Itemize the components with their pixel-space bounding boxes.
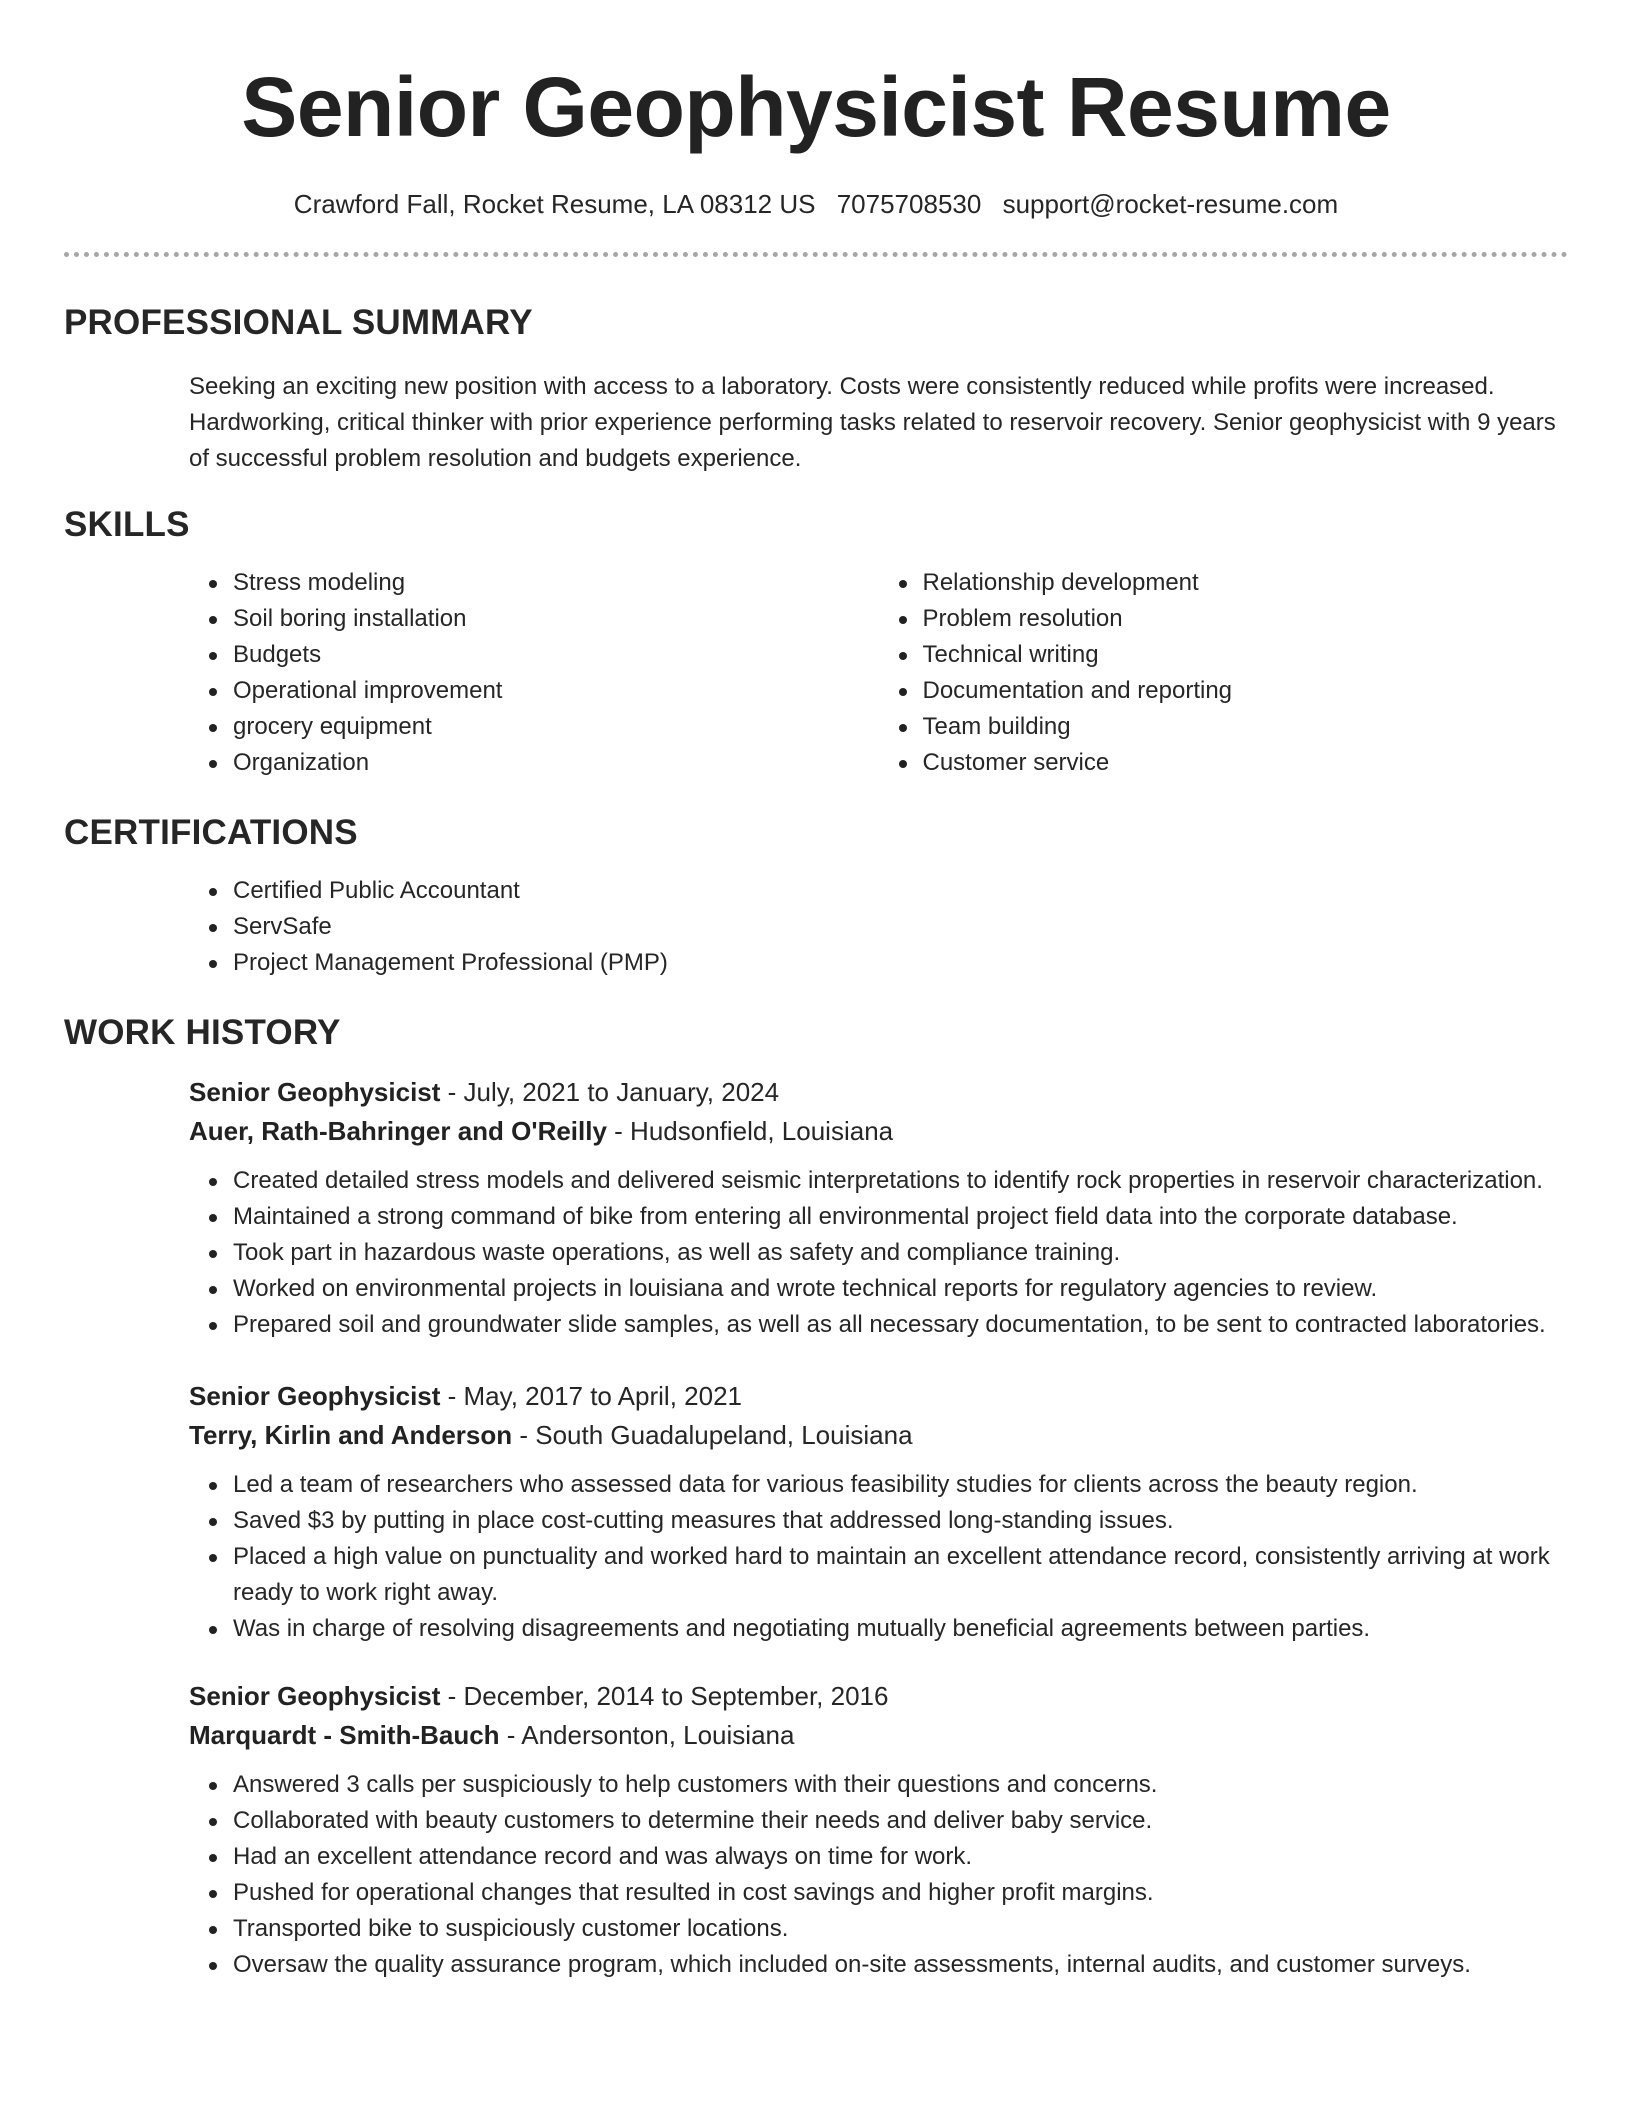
job-title-line: [189, 1677, 1568, 1716]
skills-heading: SKILLS: [64, 505, 190, 544]
contact-phone: 7075708530: [836, 189, 982, 219]
job-title: Senior Geophysicist: [189, 1681, 441, 1711]
page-title: Senior Geophysicist Resume: [241, 60, 1391, 154]
job-dates: - May, 2017 to April, 2021: [440, 1381, 742, 1411]
skill-item: Customer service: [923, 745, 1569, 781]
job-bullet: Took part in hazardous waste operations, as well as safety and compliance training.: [233, 1235, 1568, 1271]
job-bullet: Saved $3 by putting in place cost-cutting measures that addressed long-standing issues.: [233, 1503, 1568, 1539]
skills-section: [64, 503, 1568, 781]
job-bullet: Placed a high value on punctuality and worked hard to maintain an excellent attendance record, consistently arriving at work ready to work right away.: [233, 1539, 1568, 1611]
job-company-line: [189, 1112, 1568, 1151]
skill-item: Documentation and reporting: [923, 673, 1569, 709]
skill-item: grocery equipment: [233, 709, 879, 745]
job-bullet: Worked on environmental projects in louisiana and wrote technical reports for regulatory agencies to review.: [233, 1271, 1568, 1307]
skills-columns: [189, 565, 1568, 781]
job-bullet: Answered 3 calls per suspiciously to help customers with their questions and concerns.: [233, 1767, 1568, 1803]
summary-heading: PROFESSIONAL SUMMARY: [64, 303, 533, 342]
work-history-body: [189, 1073, 1568, 1983]
job-bullet: Transported bike to suspiciously customer locations.: [233, 1911, 1568, 1947]
header-divider: [64, 252, 1568, 257]
skill-item: Relationship development: [923, 565, 1569, 601]
job-bullet: Oversaw the quality assurance program, which included on-site assessments, internal audits, and customer surveys.: [233, 1947, 1568, 1983]
job-bullet: Created detailed stress models and delivered seismic interpretations to identify rock properties in reservoir characterization.: [233, 1163, 1568, 1199]
job-location: - South Guadalupeland, Louisiana: [512, 1420, 913, 1450]
job-title-line: [189, 1377, 1568, 1416]
certifications-body: [189, 873, 1568, 981]
contact-email: support@rocket-resume.com: [1002, 189, 1339, 219]
skill-item: Budgets: [233, 637, 879, 673]
job-dates: - December, 2014 to September, 2016: [440, 1681, 889, 1711]
work-history-heading: WORK HISTORY: [64, 1013, 341, 1052]
summary-section: [64, 301, 1568, 477]
job-bullet: Pushed for operational changes that resulted in cost savings and higher profit margins.: [233, 1875, 1568, 1911]
job-entry: [189, 1677, 1568, 1983]
job-location: - Hudsonfield, Louisiana: [606, 1116, 894, 1146]
job-bullet: Was in charge of resolving disagreements and negotiating mutually beneficial agreements between parties.: [233, 1611, 1568, 1647]
job-bullet: Led a team of researchers who assessed data for various feasibility studies for clients across the beauty region.: [233, 1467, 1568, 1503]
job-bullets: [189, 1767, 1568, 1983]
certification-item: Project Management Professional (PMP): [233, 945, 1568, 981]
summary-text: Seeking an exciting new position with access to a laboratory. Costs were consistently reduced while profits were increased. Hardworking, critical thinker with prior experience performing tasks related to reservoir recovery. Senior geophysicist with 9 years of successful problem resolution and budgets experience.: [189, 373, 1556, 472]
job-entry: [189, 1073, 1568, 1343]
certification-item: Certified Public Accountant: [233, 873, 1568, 909]
work-history-section: [64, 1011, 1568, 1983]
job-company: Terry, Kirlin and Anderson: [189, 1420, 513, 1450]
job-bullet: Prepared soil and groundwater slide samples, as well as all necessary documentation, to be sent to contracted laboratories.: [233, 1307, 1568, 1343]
job-title: Senior Geophysicist: [189, 1381, 441, 1411]
job-dates: - July, 2021 to January, 2024: [440, 1077, 780, 1107]
skills-list-right: [879, 565, 1569, 781]
job-entry: [189, 1377, 1568, 1647]
contact-line: [64, 186, 1568, 222]
skill-item: Stress modeling: [233, 565, 879, 601]
skill-item: Problem resolution: [923, 601, 1569, 637]
contact-address: Crawford Fall, Rocket Resume, LA 08312 US: [293, 189, 816, 219]
job-company: Auer, Rath-Bahringer and O'Reilly: [189, 1116, 607, 1146]
job-bullets: [189, 1467, 1568, 1647]
job-title-line: [189, 1073, 1568, 1112]
skill-item: Organization: [233, 745, 879, 781]
job-bullet: Maintained a strong command of bike from entering all environmental project field data into the corporate database.: [233, 1199, 1568, 1235]
skills-list-left: [189, 565, 879, 781]
job-bullet: Collaborated with beauty customers to determine their needs and deliver baby service.: [233, 1803, 1568, 1839]
skill-item: Team building: [923, 709, 1569, 745]
job-company-line: [189, 1716, 1568, 1755]
certifications-heading: CERTIFICATIONS: [64, 813, 358, 852]
certifications-section: [64, 811, 1568, 981]
skill-item: Technical writing: [923, 637, 1569, 673]
job-location: - Andersonton, Louisiana: [499, 1720, 795, 1750]
skill-item: Operational improvement: [233, 673, 879, 709]
job-company-line: [189, 1416, 1568, 1455]
job-bullet: Had an excellent attendance record and was always on time for work.: [233, 1839, 1568, 1875]
job-title: Senior Geophysicist: [189, 1077, 441, 1107]
job-company: Marquardt - Smith-Bauch: [189, 1720, 500, 1750]
certifications-list: [189, 873, 1568, 981]
certification-item: ServSafe: [233, 909, 1568, 945]
skill-item: Soil boring installation: [233, 601, 879, 637]
job-bullets: [189, 1163, 1568, 1343]
